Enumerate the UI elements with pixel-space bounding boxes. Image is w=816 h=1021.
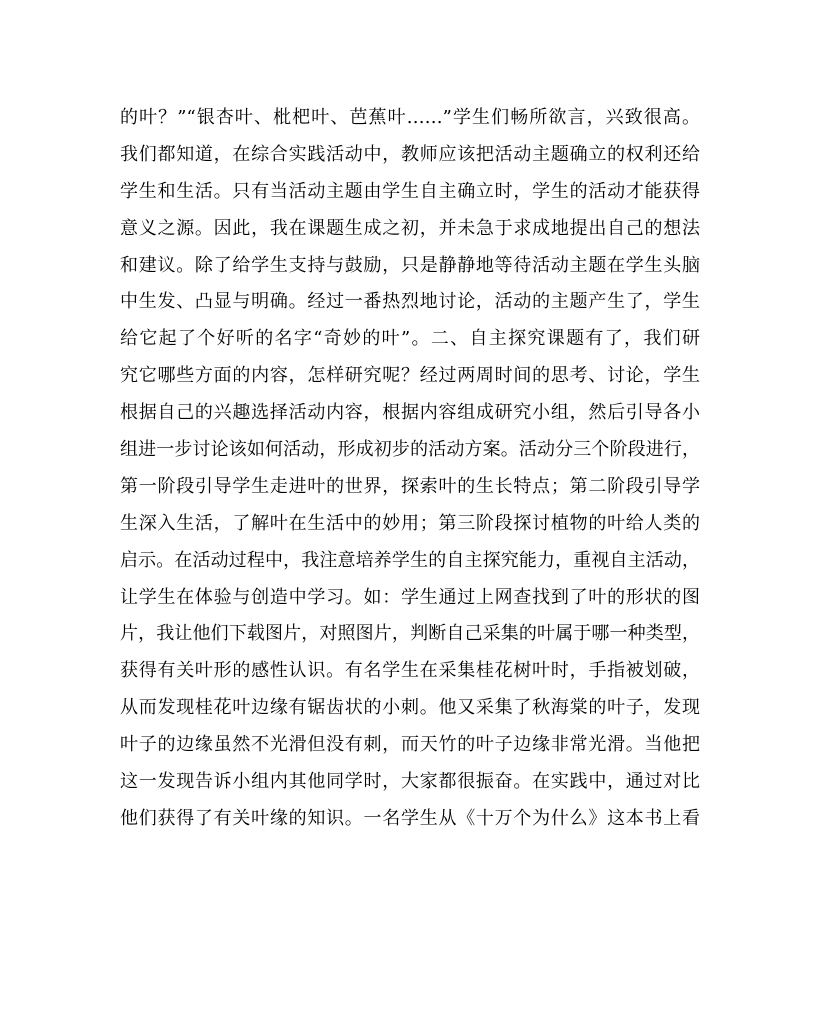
text-line: 这一发现告诉小组内其他同学时，大家都很振奋。在实践中，通过对比 — [120, 771, 700, 793]
text-line: 我们都知道，在综合实践活动中，教师应该把活动主题确立的权利还给 — [120, 143, 700, 165]
text-line: 中生发、凸显与明确。经过一番热烈地讨论，活动的主题产生了，学生 — [120, 291, 700, 313]
text-line: 获得有关叶形的感性认识。有名学生在采集桂花树叶时，手指被划破， — [120, 660, 700, 682]
text-line: 让学生在体验与创造中学习。如：学生通过上网查找到了叶的形状的图 — [120, 586, 700, 608]
text-line: 生深入生活，了解叶在生活中的妙用；第三阶段探讨植物的叶给人类的 — [120, 512, 700, 534]
text-line: 给它起了个好听的名字“奇妙的叶”。二、自主探究课题有了，我们研 — [120, 328, 700, 350]
text-line: 学生和生活。只有当活动主题由学生自主确立时，学生的活动才能获得 — [120, 180, 700, 202]
text-line: 根据自己的兴趣选择活动内容，根据内容组成研究小组，然后引导各小 — [120, 402, 700, 424]
text-line: 究它哪些方面的内容，怎样研究呢？经过两周时间的思考、讨论，学生 — [120, 365, 700, 387]
text-line: 的叶？”“银杏叶、枇杷叶、芭蕉叶……”学生们畅所欲言，兴致很高。 — [120, 107, 700, 128]
body-text — [120, 100, 700, 838]
text-line: 从而发现桂花叶边缘有锯齿状的小刺。他又采集了秋海棠的叶子，发现 — [120, 697, 700, 719]
text-line: 和建议。除了给学生支持与鼓励，只是静静地等待活动主题在学生头脑 — [120, 254, 700, 276]
text-line: 启示。在活动过程中，我注意培养学生的自主探究能力，重视自主活动， — [120, 549, 700, 571]
text-line: 意义之源。因此，我在课题生成之初，并未急于求成地提出自己的想法 — [120, 217, 700, 239]
text-line: 第一阶段引导学生走进叶的世界，探索叶的生长特点；第二阶段引导学 — [120, 475, 700, 497]
text-line: 组进一步讨论该如何活动，形成初步的活动方案。活动分三个阶段进行， — [120, 439, 700, 461]
text-line: 叶子的边缘虽然不光滑但没有刺，而天竹的叶子边缘非常光滑。当他把 — [120, 734, 700, 756]
text-line: 他们获得了有关叶缘的知识。一名学生从《十万个为什么》这本书上看 — [120, 807, 700, 829]
text-line: 片，我让他们下载图片，对照图片，判断自己采集的叶属于哪一种类型， — [120, 623, 700, 645]
